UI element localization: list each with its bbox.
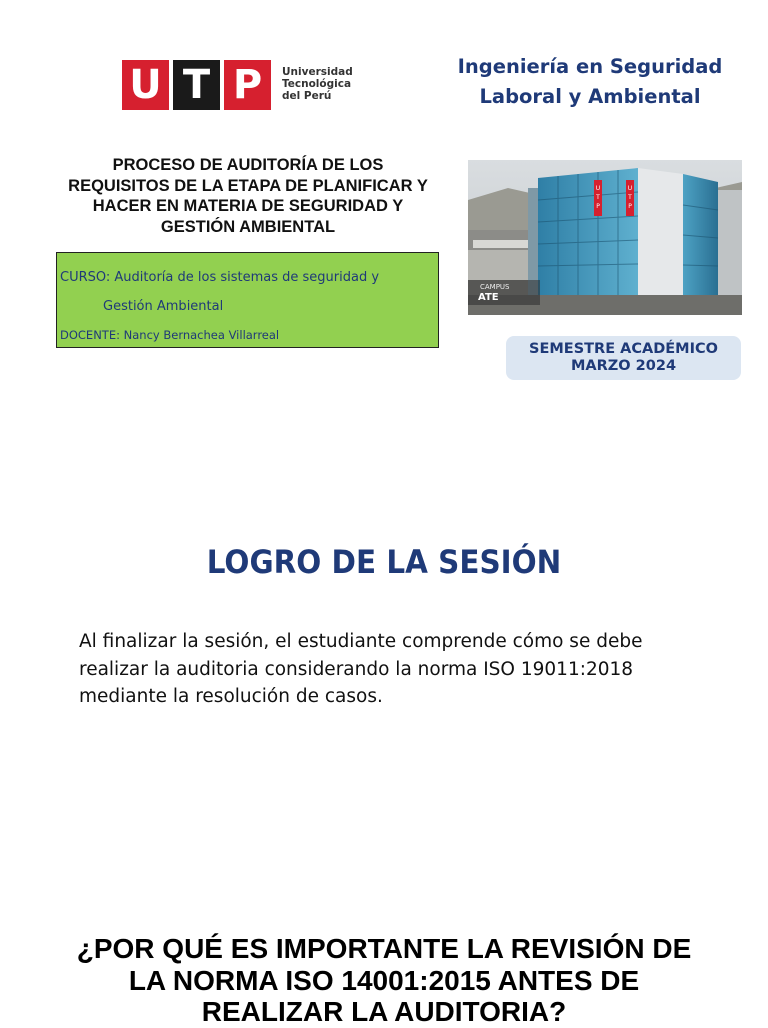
photo-badge-ate: ATE: [478, 292, 499, 303]
teacher-line: DOCENTE: Nancy Bernachea Villarreal: [60, 328, 280, 342]
session-heading: LOGRO DE LA SESIÓN: [206, 543, 562, 581]
utp-logo: [122, 60, 354, 116]
logo-letter-t: T: [173, 60, 220, 110]
campus-photo: [468, 160, 742, 315]
logo-letter-p: P: [224, 60, 271, 110]
process-title: PROCESO DE AUDITORÍA DE LOS REQUISITOS DE LA ETAPA DE PLANIFICAR Y HACER EN MATERIA DE SEGURIDAD Y GESTIÓN AMBIENTAL: [68, 156, 428, 236]
course-info-box: [56, 252, 439, 348]
session-achievement-text: Al finalizar la sesión, el estudiante comprende cómo se debe realizar la auditoria considerando la norma ISO 19011:2018 mediante la resolución de casos.: [79, 631, 643, 707]
career-title: Ingeniería en Seguridad Laboral y Ambiental: [457, 55, 723, 108]
course-line-2: Gestión Ambiental: [103, 299, 224, 314]
course-line-1: CURSO: Auditoría de los sistemas de seguridad y: [60, 270, 380, 285]
question-heading: ¿POR QUÉ ES IMPORTANTE LA REVISIÓN DE LA NORMA ISO 14001:2015 ANTES DE REALIZAR LA AUDITORIA?: [76, 933, 692, 1027]
logo-letter-u: U: [122, 60, 169, 110]
photo-sign-2: U T P: [627, 185, 633, 210]
photo-sign-1: U T P: [595, 185, 601, 210]
semester-badge: SEMESTRE ACADÉMICO MARZO 2024: [506, 336, 741, 380]
logo-university-name: Universidad Tecnológica del Perú: [282, 66, 353, 102]
photo-badge-campus: CAMPUS: [480, 283, 510, 291]
